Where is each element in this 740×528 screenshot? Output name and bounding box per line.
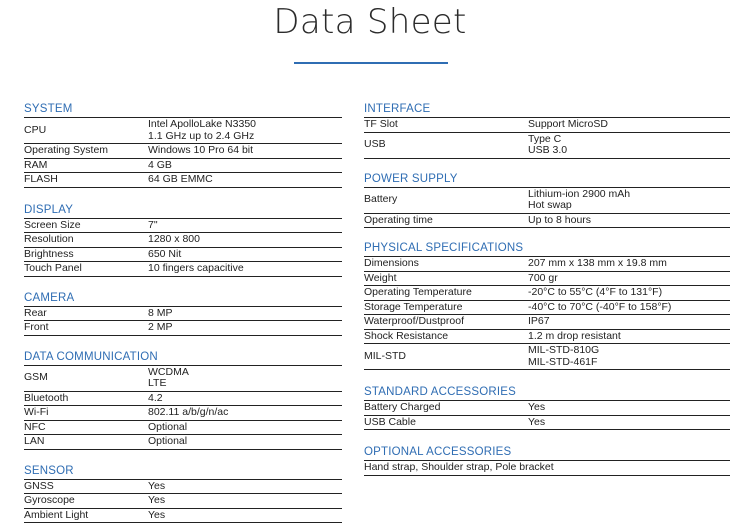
spec-value-line: 650 Nit <box>148 247 182 260</box>
spec-row <box>24 144 342 159</box>
section-title: CAMERA <box>24 292 342 307</box>
spec-label-text: GNSS <box>24 479 54 492</box>
spec-value <box>528 214 591 228</box>
spec-row <box>24 233 342 248</box>
spec-label <box>24 480 148 494</box>
section-display <box>24 204 342 277</box>
section-title: SENSOR <box>24 465 342 480</box>
spec-value <box>528 133 567 158</box>
spec-label <box>24 435 148 449</box>
spec-label-text: Bluetooth <box>24 391 69 404</box>
spec-label-text: GSM <box>24 371 48 384</box>
spec-value-line: -40°C to 70°C (-40°F to 158°F) <box>528 300 672 313</box>
spec-value <box>148 494 165 508</box>
spec-row <box>24 509 342 524</box>
spec-row <box>24 307 342 322</box>
spec-value-line: LTE <box>148 377 167 389</box>
spec-label <box>364 330 528 344</box>
spec-row <box>24 480 342 495</box>
spec-value <box>528 315 550 329</box>
spec-value-line: 7" <box>148 218 158 231</box>
page-title: Data Sheet <box>273 2 467 42</box>
spec-value <box>148 406 228 420</box>
spec-label-text: Storage Temperature <box>364 300 463 313</box>
spec-value-line: Yes <box>148 479 166 492</box>
spec-label-text: Operating time <box>364 213 433 226</box>
spec-row <box>24 406 342 421</box>
section-sensor <box>24 465 342 524</box>
spec-row <box>364 315 730 330</box>
title-underline <box>294 62 448 64</box>
spec-value <box>148 233 200 247</box>
spec-row <box>364 133 730 159</box>
spec-label <box>24 392 148 406</box>
section-data-communication <box>24 351 342 450</box>
spec-label-text: Resolution <box>24 233 74 245</box>
spec-value <box>528 301 671 315</box>
spec-value <box>528 118 608 132</box>
spec-row <box>24 219 342 234</box>
spec-value-line: Up to 8 hours <box>528 213 592 226</box>
spec-label-text: CPU <box>24 123 47 136</box>
spec-row <box>364 214 730 229</box>
spec-row <box>24 494 342 509</box>
spec-value-line: Yes <box>528 415 546 428</box>
spec-row <box>364 257 730 272</box>
section-title: INTERFACE <box>364 103 730 118</box>
spec-value-line: IP67 <box>528 315 550 327</box>
spec-label <box>24 248 148 262</box>
spec-value-line: 2 MP <box>148 321 173 333</box>
section-title: POWER SUPPLY <box>364 173 730 188</box>
section-standard-accessories <box>364 386 730 430</box>
spec-label-text: Ambient Light <box>24 508 89 521</box>
spec-label-text: Hand strap, Shoulder strap, Pole bracket <box>364 461 554 473</box>
left-column <box>24 103 342 523</box>
spec-label-text: Touch Panel <box>24 262 82 274</box>
spec-value-line: Yes <box>148 494 166 506</box>
spec-label-text: Operating Temperature <box>364 286 472 298</box>
spec-value-line: 10 fingers capacitive <box>148 262 244 274</box>
section-power-supply <box>364 173 730 229</box>
spec-label-text: FLASH <box>24 173 58 185</box>
section-title: SYSTEM <box>24 103 342 118</box>
spec-label <box>364 214 528 228</box>
spec-row <box>24 435 342 450</box>
spec-value-line: 4 GB <box>148 158 172 171</box>
spec-value-line: Type C <box>528 132 562 145</box>
spec-value <box>528 401 545 415</box>
spec-label-text: LAN <box>24 435 45 447</box>
spec-value-line: Intel ApolloLake N3350 <box>148 118 256 130</box>
spec-value <box>148 173 213 187</box>
spec-value <box>528 272 558 286</box>
spec-label <box>364 461 554 475</box>
spec-value <box>148 421 187 435</box>
section-title: DATA COMMUNICATION <box>24 351 342 366</box>
spec-row <box>24 321 342 336</box>
spec-label-text: USB <box>364 138 386 151</box>
spec-label <box>24 321 148 335</box>
spec-row <box>364 118 730 133</box>
spec-label <box>364 401 528 415</box>
spec-value-line: MIL-STD-461F <box>528 355 598 368</box>
spec-label-text: Wi-Fi <box>24 406 49 418</box>
spec-label <box>364 188 528 213</box>
spec-value <box>148 248 181 262</box>
spec-row <box>24 159 342 174</box>
spec-label <box>24 159 148 173</box>
spec-value-line: Yes <box>528 401 546 413</box>
spec-label <box>24 144 148 158</box>
spec-value-line: 1.1 GHz up to 2.4 GHz <box>148 129 255 142</box>
spec-label-text: Weight <box>364 271 397 284</box>
spec-row <box>24 421 342 436</box>
spec-label-text: Dimensions <box>364 257 419 269</box>
spec-label-text: Battery <box>364 193 398 206</box>
spec-value <box>148 118 256 143</box>
spec-label-text: Operating System <box>24 144 109 156</box>
spec-label <box>24 219 148 233</box>
spec-value-line: 802.11 a/b/g/n/ac <box>148 406 229 418</box>
spec-value <box>148 366 189 391</box>
spec-label-text: Screen Size <box>24 218 81 231</box>
spec-label <box>24 118 148 143</box>
spec-label-text: RAM <box>24 158 48 171</box>
spec-label-text: MIL-STD <box>364 349 406 362</box>
spec-value-line: 4.2 <box>148 391 163 404</box>
spec-value-line: 700 gr <box>528 271 558 284</box>
spec-label <box>364 272 528 286</box>
spec-row <box>24 118 342 144</box>
section-interface <box>364 103 730 159</box>
spec-label <box>364 416 528 430</box>
section-title: OPTIONAL ACCESSORIES <box>364 446 730 461</box>
spec-label-text: Shock Resistance <box>364 329 449 342</box>
section-system <box>24 103 342 188</box>
spec-value-line: Support MicroSD <box>528 118 608 130</box>
spec-value <box>528 330 621 344</box>
spec-label <box>24 173 148 187</box>
spec-value-line: 1.2 m drop resistant <box>528 329 621 342</box>
spec-label-text: Waterproof/Dustproof <box>364 315 464 327</box>
section-title: DISPLAY <box>24 204 342 219</box>
spec-row <box>364 401 730 416</box>
spec-row <box>364 461 730 476</box>
right-column <box>364 103 730 476</box>
spec-label-text: TF Slot <box>364 118 398 130</box>
spec-value-line: Yes <box>148 508 166 521</box>
spec-value <box>528 344 599 369</box>
spec-value <box>528 416 545 430</box>
spec-row <box>24 262 342 277</box>
spec-value-line: USB 3.0 <box>528 144 568 156</box>
spec-value-line: 207 mm x 138 mm x 19.8 mm <box>528 257 667 269</box>
spec-value <box>528 286 662 300</box>
spec-label <box>24 366 148 391</box>
spec-value-line: MIL-STD-810G <box>528 344 600 356</box>
spec-label <box>364 118 528 132</box>
spec-value-line: -20°C to 55°C (4°F to 131°F) <box>528 286 663 298</box>
spec-value-line: 8 MP <box>148 306 173 319</box>
section-title: PHYSICAL SPECIFICATIONS <box>364 242 730 257</box>
spec-label <box>24 494 148 508</box>
spec-value-line: 1280 x 800 <box>148 233 200 245</box>
spec-row <box>364 272 730 287</box>
spec-label-text: USB Cable <box>364 415 416 428</box>
spec-label <box>364 133 528 158</box>
spec-row <box>24 248 342 263</box>
spec-value <box>148 262 244 276</box>
spec-row <box>364 301 730 316</box>
spec-row <box>24 366 342 392</box>
spec-label <box>24 262 148 276</box>
spec-label-text: Rear <box>24 306 47 319</box>
spec-label <box>364 301 528 315</box>
spec-value <box>528 257 667 271</box>
spec-row <box>364 330 730 345</box>
spec-value-line: 64 GB EMMC <box>148 173 213 185</box>
spec-value-line: Hot swap <box>528 199 572 211</box>
spec-label-text: Front <box>24 321 49 333</box>
spec-value-line: Windows 10 Pro 64 bit <box>148 144 254 156</box>
spec-value <box>148 509 165 523</box>
spec-value-line: WCDMA <box>148 365 189 378</box>
spec-label <box>364 257 528 271</box>
spec-row <box>364 188 730 214</box>
spec-row <box>364 416 730 431</box>
spec-value <box>148 435 187 449</box>
spec-label-text: Battery Charged <box>364 401 441 413</box>
spec-value <box>148 219 158 233</box>
section-title: STANDARD ACCESSORIES <box>364 386 730 401</box>
spec-label <box>24 307 148 321</box>
spec-value-line: Optional <box>148 435 188 447</box>
spec-label <box>24 406 148 420</box>
spec-value-line: Optional <box>148 420 188 433</box>
section-camera <box>24 292 342 336</box>
spec-row <box>24 173 342 188</box>
spec-label <box>24 509 148 523</box>
spec-row <box>364 344 730 370</box>
spec-label <box>364 344 528 369</box>
spec-value <box>528 188 630 213</box>
section-physical-specifications <box>364 242 730 370</box>
spec-value <box>148 159 172 173</box>
spec-value-line: Lithium-ion 2900 mAh <box>528 187 631 200</box>
spec-value <box>148 321 173 335</box>
spec-label-text: Gyroscope <box>24 494 75 506</box>
spec-row <box>24 392 342 407</box>
section-optional-accessories <box>364 446 730 476</box>
spec-value <box>148 144 253 158</box>
spec-label <box>364 315 528 329</box>
spec-label-text: NFC <box>24 420 46 433</box>
spec-label <box>24 233 148 247</box>
spec-value <box>148 307 173 321</box>
spec-row <box>364 286 730 301</box>
spec-label <box>24 421 148 435</box>
spec-label <box>364 286 528 300</box>
spec-label-text: Brightness <box>24 247 74 260</box>
spec-value <box>148 392 163 406</box>
spec-value <box>148 480 165 494</box>
